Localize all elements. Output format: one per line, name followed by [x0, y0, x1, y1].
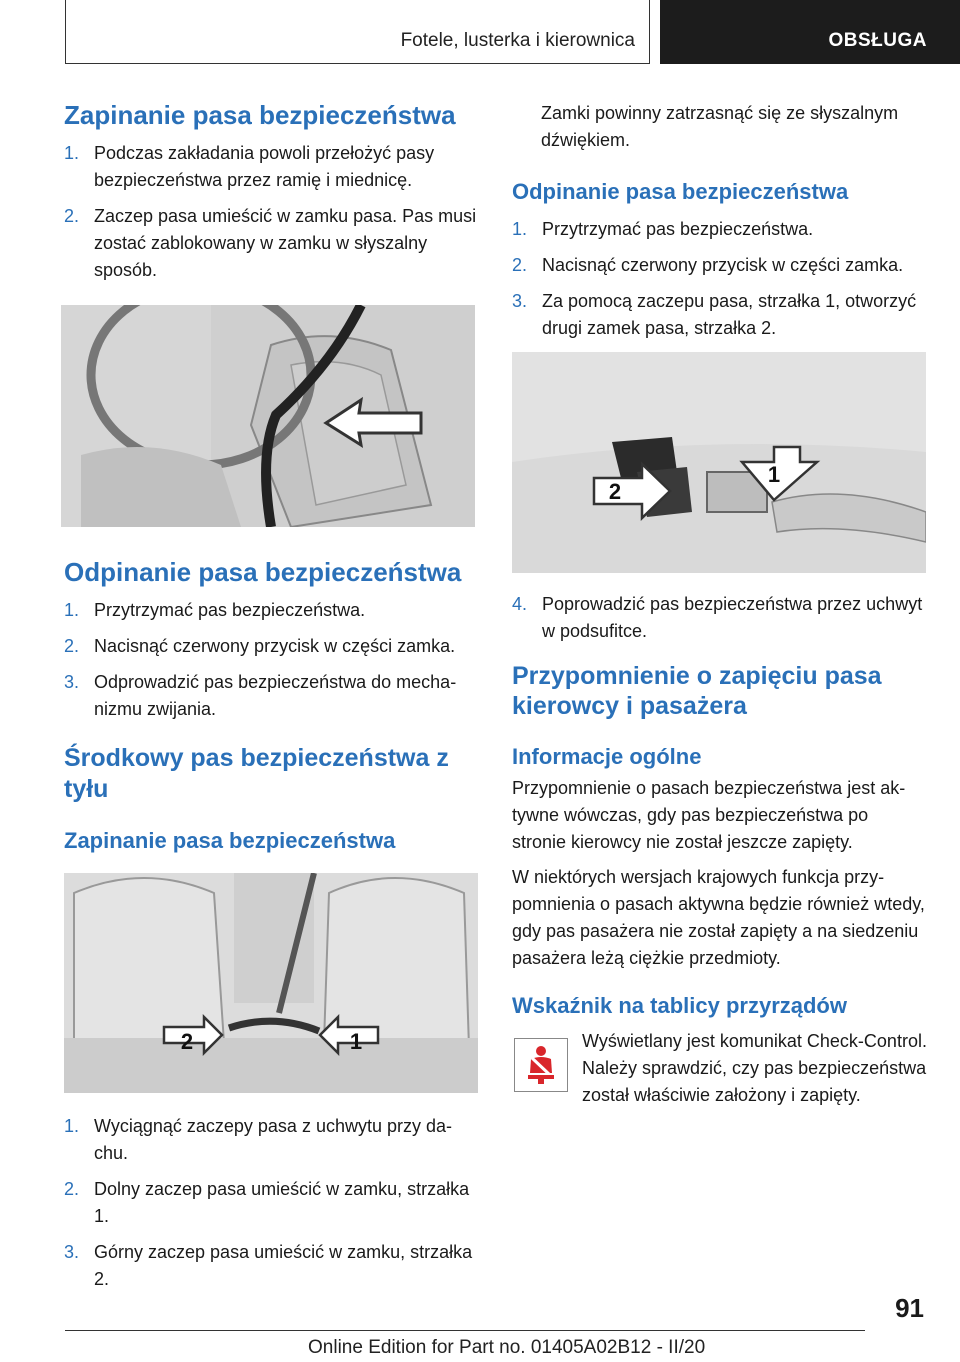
seat-illustration [61, 305, 475, 527]
step-text: Za pomocą zaczepu pasa, strzałka 1, otworzyć drugi zamek pasa, strzałka 2. [542, 291, 917, 338]
step-number: 3. [64, 672, 80, 692]
arrow-label-2: 2 [608, 479, 622, 504]
steps-list [64, 140, 480, 284]
step-text: Nacisnąć czerwony przycisk w części zamka. [94, 636, 456, 656]
paragraph: W niektórych wersjach krajowych funkcja przypomnienia o pasach aktywna będzie również wtedy, gdy pas pasażera nie został zapięty a na siedzeniu pasażera leżą ciężkie przedmioty. [512, 867, 925, 968]
section-title: Odpinanie pasa bezpieczeństwa [512, 179, 849, 204]
section-title: Zapinanie pasa bezpieczeństwa [64, 100, 456, 130]
list-item [64, 669, 480, 723]
rear-seat-illustration [64, 873, 478, 1093]
step-text: Dolny zaczep pasa umieścić w zamku, strzałka 1. [94, 1179, 470, 1226]
page-number: 91 [895, 1293, 924, 1323]
arrow-label-1: 1 [767, 462, 781, 487]
continuation-text: Zamki powinny zatrzasnąć się ze słyszalnym dźwiękiem. [541, 103, 899, 150]
buckle-illustration [512, 352, 926, 573]
subsection-title: Wskaźnik na tablicy przyrządów [512, 993, 847, 1018]
header-tab [660, 0, 960, 64]
arrow-label-2: 2 [180, 1029, 194, 1054]
list-item [64, 597, 480, 624]
list-item [512, 216, 927, 243]
footer-divider [65, 1330, 865, 1331]
list-item [512, 252, 927, 279]
step-text: Zaczep pasa umieścić w zamku pasa. Pas musi zostać zablokowany w zamku w słyszalny sposób. [94, 206, 477, 280]
section-title: Przypomnienie o zapięciu pasa kierowcy i pasażera [512, 662, 882, 720]
step-text: Wyciągnąć zaczepy pasa z uchwytu przy dachu. [94, 1116, 453, 1163]
section-title: Środkowy pas bezpieczeństwa z tyłu [64, 744, 449, 803]
list-item [64, 1113, 480, 1167]
steps-list [64, 597, 480, 723]
steps-list [64, 1113, 480, 1293]
step-number: 2. [512, 255, 528, 275]
seatbelt-fastening-figure [61, 305, 475, 527]
indicator-block [512, 1028, 927, 1109]
subsection-title: Informacje ogólne [512, 744, 702, 769]
steps-list [512, 591, 927, 645]
step-text: Przytrzymać pas bezpieczeństwa. [94, 600, 366, 620]
step-number: 2. [64, 636, 80, 656]
step-number: 1. [64, 143, 80, 163]
list-item [512, 288, 927, 342]
list-item [64, 140, 480, 194]
paragraph: Przypomnienie o pasach bezpieczeństwa jest aktywne wówczas, gdy pas bezpieczeństwa po stronie kierowcy nie został jeszcze zapięty. [512, 778, 906, 852]
list-item [64, 1239, 480, 1293]
step-number: 3. [512, 291, 528, 311]
header-tab-label: OBSŁUGA [828, 30, 927, 51]
step-number: 3. [64, 1242, 80, 1262]
right-column [512, 100, 927, 1109]
step-text: Nacisnąć czerwony przycisk w części zamka. [542, 255, 904, 275]
step-number: 2. [64, 1179, 80, 1199]
step-text: Poprowadzić pas bezpieczeństwa przez uchwyt w podsufitce. [542, 594, 923, 641]
footer-edition: Online Edition for Part no. 01405A02B12 - II/20 [308, 1337, 706, 1358]
step-text: Podczas zakładania powoli przełożyć pasy bezpieczeństwa przez ramię i miednicę. [94, 143, 435, 190]
steps-list [512, 216, 927, 342]
list-item [64, 633, 480, 660]
left-column [64, 100, 480, 1302]
step-number: 4. [512, 594, 528, 614]
header-section-box [65, 0, 650, 64]
arrow-label-1: 1 [349, 1029, 363, 1054]
list-item [64, 1176, 480, 1230]
buckle-release-figure [512, 352, 926, 573]
step-text: Górny zaczep pasa umieścić w zamku, strzałka 2. [94, 1242, 473, 1289]
seatbelt-warning-icon [514, 1038, 568, 1092]
indicator-text: Wyświetlany jest komunikat Check-Control. Należy sprawdzić, czy pas bezpieczeństwa został właściwie założony i zapięty. [582, 1031, 927, 1105]
list-item [512, 591, 927, 645]
subsection-title: Zapinanie pasa bezpieczeństwa [64, 828, 396, 853]
section-title: Odpinanie pasa bezpieczeństwa [64, 557, 462, 587]
step-number: 1. [64, 600, 80, 620]
step-text: Odprowadzić pas bezpieczeństwa do mechanizmu zwijania. [94, 672, 457, 719]
step-text: Przytrzymać pas bezpieczeństwa. [542, 219, 814, 239]
list-item [64, 203, 480, 284]
rear-center-belt-figure [64, 873, 478, 1093]
step-number: 1. [64, 1116, 80, 1136]
step-number: 2. [64, 206, 80, 226]
step-number: 1. [512, 219, 528, 239]
header-section-title: Fotele, lusterka i kierownica [400, 30, 635, 51]
